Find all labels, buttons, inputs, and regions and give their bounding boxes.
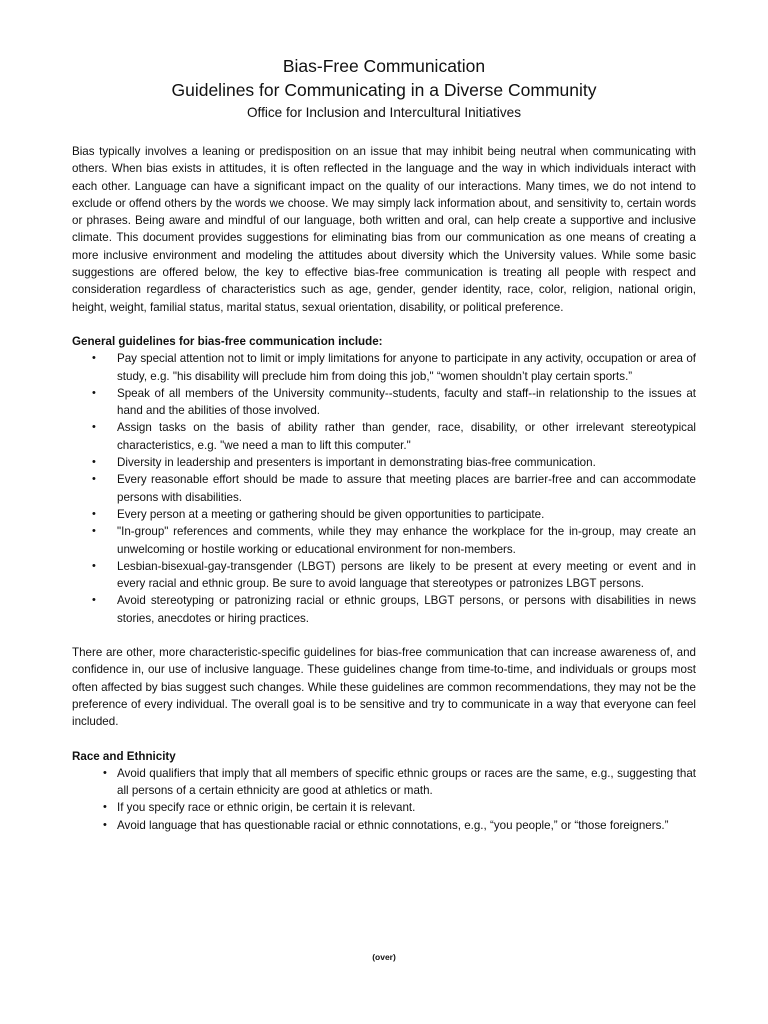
bullet-icon: • [92, 525, 96, 538]
document-title: Bias-Free Communication [282, 56, 486, 76]
list-item-text: "In-group" references and comments, while they may enhance the workplace for the in-group, may create an unwelcoming or hostile working or educational environment for non-members. [117, 525, 696, 556]
list-item [72, 558, 696, 593]
general-guidelines-heading: General guidelines for bias-free communication include: [72, 334, 383, 348]
bullet-icon: • [103, 818, 107, 831]
document-page [72, 54, 696, 834]
list-item [72, 471, 696, 506]
list-item-text: Avoid language that has questionable racial or ethnic connotations, e.g., “you people,” or “those foreigners.” [117, 818, 669, 832]
bullet-icon: • [92, 421, 96, 434]
list-item-text: Avoid stereotyping or patronizing racial or ethnic groups, LBGT persons, or persons with disabilities in news stories, anecdotes or hiring practices. [117, 594, 696, 625]
bullet-icon: • [92, 456, 96, 469]
list-item [72, 765, 696, 800]
list-item-text: Assign tasks on the basis of ability rather than gender, race, disability, or other irrelevant stereotypical characteristics, e.g. "we need a man to lift this computer." [117, 421, 696, 452]
list-item-text: Every person at a meeting or gathering should be given opportunities to participate. [117, 507, 545, 521]
page-footer-over: (over) [372, 952, 396, 962]
bullet-icon: • [92, 559, 96, 572]
list-item [72, 799, 696, 816]
bullet-icon: • [92, 594, 96, 607]
bullet-icon: • [103, 801, 107, 814]
race-ethnicity-list [72, 765, 696, 834]
list-item-text: Pay special attention not to limit or imply limitations for anyone to participate in any activity, occupation or area of study, e.g. "his disability will preclude him from doing this job," “women shouldn’t play certain sports.” [117, 352, 696, 383]
bullet-icon: • [92, 352, 96, 365]
list-item [72, 523, 696, 558]
bullet-icon: • [92, 473, 96, 486]
race-ethnicity-heading: Race and Ethnicity [72, 749, 176, 763]
list-item-text: Lesbian-bisexual-gay-transgender (LBGT) persons are likely to be present at every meeting or event and in every racial and ethnic group. Be sure to avoid language that stereotypes or patronizes LBGT persons. [117, 559, 696, 591]
intro-paragraph: Bias typically involves a leaning or predisposition on an issue that may inhibit being neutral when communicating with others. When bias exists in attitudes, it is often reflected in the language and the way in which individuals interact with each other. Language can have a significant impact on the quality of our interactions. Many times, we do not intend to exclude or offend others by the words we choose. We may simply lack information about, and sensitivity to, certain words or phrases. Being aware and mindful of our language, both written and oral, can help create a supportive and inclusive climate. This document provides suggestions for eliminating bias from our communication as one means of creating a more inclusive environment and modeling the attitudes about diversity which the University values. While some basic suggestions are offered below, the key to effective bias-free communication is treating all people with respect and consideration regardless of characteristics such as age, gender, gender identity, race, color, religion, national origin, height, weight, familial status, marital status, sexual orientation, disability, or political preference. [72, 145, 696, 314]
list-item-text: If you specify race or ethnic origin, be certain it is relevant. [117, 801, 416, 815]
bullet-icon: • [103, 766, 107, 779]
list-item [72, 385, 696, 420]
document-subtitle: Guidelines for Communicating in a Diverse Community [171, 80, 597, 100]
list-item [72, 419, 696, 454]
general-guidelines-list [72, 350, 696, 627]
bullet-icon: • [92, 386, 96, 399]
list-item [72, 817, 696, 834]
specific-guidelines-paragraph: There are other, more characteristic-specific guidelines for bias-free communication that can increase awareness of, and confidence in, our use of inclusive language. These guidelines change from time-to-time, and individuals or groups most often affected by bias suggest such changes. While these guidelines are common recommendations, they may not be the preference of every individual. The overall goal is to be sensitive and try to communicate in a way that everyone can feel included. [72, 646, 696, 729]
list-item-text: Speak of all members of the University community--students, faculty and staff--in relationship to the issues at hand and the abilities of those involved. [117, 386, 696, 418]
list-item-text: Diversity in leadership and presenters is important in demonstrating bias-free communication. [117, 456, 596, 470]
list-item [72, 350, 696, 385]
list-item-text: Avoid qualifiers that imply that all members of specific ethnic groups or races are the same, e.g., suggesting that all persons of a certain ethnicity are good at athletics or math. [117, 766, 696, 798]
list-item [72, 454, 696, 471]
list-item [72, 592, 696, 627]
bullet-icon: • [92, 507, 96, 520]
office-name: Office for Inclusion and Intercultural Initiatives [246, 105, 522, 120]
list-item-text: Every reasonable effort should be made to assure that meeting places are barrier-free and can accommodate persons with disabilities. [117, 473, 696, 504]
list-item [72, 506, 696, 523]
